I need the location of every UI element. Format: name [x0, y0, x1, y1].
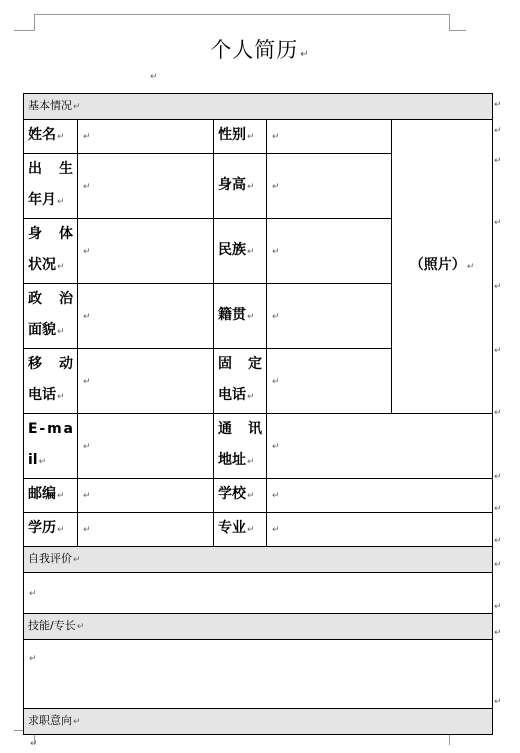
paragraph-mark-icon: ↵	[272, 525, 280, 535]
paragraph-mark-icon: ↵	[150, 72, 158, 82]
paragraph-mark-icon: ↵	[300, 49, 310, 60]
paragraph-mark-icon: ↵	[272, 132, 280, 142]
paragraph-mark-icon: ↵	[76, 622, 85, 632]
paragraph-mark-icon: ↵	[272, 491, 280, 501]
paragraph-mark-icon: ↵	[272, 376, 280, 387]
label-mobile-phone: 移 动 电话↵	[24, 349, 78, 414]
value-health[interactable]	[78, 219, 214, 284]
value-birth-date[interactable]	[78, 154, 214, 219]
value-name[interactable]	[78, 120, 214, 154]
row-end-mark-icon: ↵	[494, 536, 502, 546]
label-health: 身 体 状况↵	[24, 219, 78, 284]
paragraph-mark-icon: ↵	[247, 525, 255, 535]
value-self-evaluation[interactable]	[24, 573, 493, 614]
label-major: 专业↵	[214, 513, 267, 547]
row-end-mark-icon: ↵	[494, 346, 502, 356]
label-landline-phone: 固 定 电话↵	[214, 349, 267, 414]
label-email: E - m a il↵	[24, 414, 78, 479]
paragraph-mark-icon: ↵	[57, 197, 65, 207]
paragraph-mark-icon: ↵	[83, 246, 91, 257]
row-end-mark-icon: ↵	[494, 697, 502, 707]
value-political-status[interactable]	[78, 284, 214, 349]
value-email[interactable]	[78, 414, 214, 479]
value-education[interactable]	[78, 513, 214, 547]
label-address: 通 讯 地址↵	[214, 414, 267, 479]
section-skills[interactable]: 技能/专长↵	[24, 614, 493, 640]
page-corner-top-right	[449, 14, 466, 31]
row-end-mark-icon: ↵	[494, 472, 502, 482]
value-ethnicity[interactable]	[267, 219, 392, 284]
paragraph-mark-icon: ↵	[272, 311, 280, 322]
paragraph-mark-icon: ↵	[83, 181, 91, 192]
paragraph-mark-icon: ↵	[57, 392, 65, 402]
paragraph-mark-icon: ↵	[247, 246, 255, 257]
value-gender[interactable]	[267, 120, 392, 154]
paragraph-mark-icon: ↵	[83, 132, 91, 142]
label-education: 学历↵	[24, 513, 78, 547]
paragraph-mark-icon: ↵	[83, 525, 91, 535]
paragraph-mark-icon: ↵	[466, 262, 475, 272]
row-end-mark-icon: ↵	[494, 100, 502, 110]
value-major[interactable]	[267, 513, 493, 547]
paragraph-mark-icon: ↵	[30, 739, 38, 749]
paragraph-mark-icon: ↵	[29, 654, 37, 664]
paragraph-mark-icon: ↵	[247, 457, 255, 467]
label-name: 姓名↵	[24, 120, 78, 154]
paragraph-mark-icon: ↵	[247, 392, 255, 402]
paragraph-mark-icon: ↵	[29, 588, 37, 599]
document-title[interactable]	[0, 34, 520, 64]
value-address[interactable]	[267, 414, 493, 479]
value-landline-phone[interactable]	[267, 349, 392, 414]
paragraph-mark-icon: ↵	[247, 311, 255, 322]
row-end-mark-icon: ↵	[494, 504, 502, 514]
row-end-mark-icon: ↵	[494, 218, 502, 228]
paragraph-mark-icon: ↵	[73, 102, 81, 112]
paragraph-mark-icon: ↵	[272, 441, 280, 452]
paragraph-mark-icon: ↵	[247, 132, 255, 142]
paragraph-mark-icon: ↵	[83, 441, 91, 452]
section-basic-info[interactable]: 基本情况↵	[24, 94, 493, 120]
paragraph-mark-icon: ↵	[247, 491, 255, 501]
row-end-mark-icon: ↵	[494, 560, 502, 570]
label-height: 身高↵	[214, 154, 267, 219]
row-end-mark-icon: ↵	[494, 126, 502, 136]
paragraph-mark-icon: ↵	[272, 181, 280, 192]
paragraph-mark-icon: ↵	[57, 262, 65, 272]
paragraph-mark-icon: ↵	[38, 457, 47, 467]
row-end-mark-icon: ↵	[494, 602, 502, 612]
label-school: 学校↵	[214, 479, 267, 513]
paragraph-mark-icon: ↵	[272, 246, 280, 257]
paragraph-mark-icon: ↵	[73, 555, 81, 565]
paragraph-mark-icon: ↵	[83, 311, 91, 322]
photo-box[interactable]	[392, 120, 493, 414]
label-ethnicity: 民族↵	[214, 219, 267, 284]
label-political-status: 政 治 面貌↵	[24, 284, 78, 349]
row-end-mark-icon: ↵	[494, 156, 502, 166]
value-native-place[interactable]	[267, 284, 392, 349]
paragraph-mark-icon: ↵	[73, 717, 81, 727]
paragraph-mark-icon: ↵	[57, 327, 65, 337]
section-job-intent[interactable]: 求职意向↵	[24, 709, 493, 735]
paragraph-mark-icon: ↵	[57, 132, 65, 142]
page-top-guide	[34, 14, 449, 15]
row-end-mark-icon: ↵	[494, 282, 502, 292]
label-gender: 性别↵	[214, 120, 267, 154]
value-school[interactable]	[267, 479, 493, 513]
section-self-evaluation[interactable]: 自我评价↵	[24, 547, 493, 573]
paragraph-mark-icon: ↵	[57, 525, 65, 535]
value-skills[interactable]	[24, 640, 493, 709]
document-title-text: 个人简历	[210, 38, 299, 62]
paragraph-mark-icon: ↵	[247, 181, 255, 192]
value-postcode[interactable]	[78, 479, 214, 513]
label-native-place: 籍贯↵	[214, 284, 267, 349]
row-end-mark-icon: ↵	[494, 408, 502, 418]
resume-table	[23, 93, 493, 735]
label-postcode: 邮编↵	[24, 479, 78, 513]
paragraph-mark-icon: ↵	[83, 376, 91, 387]
paragraph-mark-icon: ↵	[83, 491, 91, 501]
label-birth-date: 出 生 年月↵	[24, 154, 78, 219]
value-height[interactable]	[267, 154, 392, 219]
paragraph-mark-icon: ↵	[57, 491, 65, 501]
row-end-mark-icon: ↵	[494, 628, 502, 638]
photo-label: （照片）	[409, 257, 466, 273]
page-corner-top-left	[14, 14, 35, 31]
value-mobile-phone[interactable]	[78, 349, 214, 414]
